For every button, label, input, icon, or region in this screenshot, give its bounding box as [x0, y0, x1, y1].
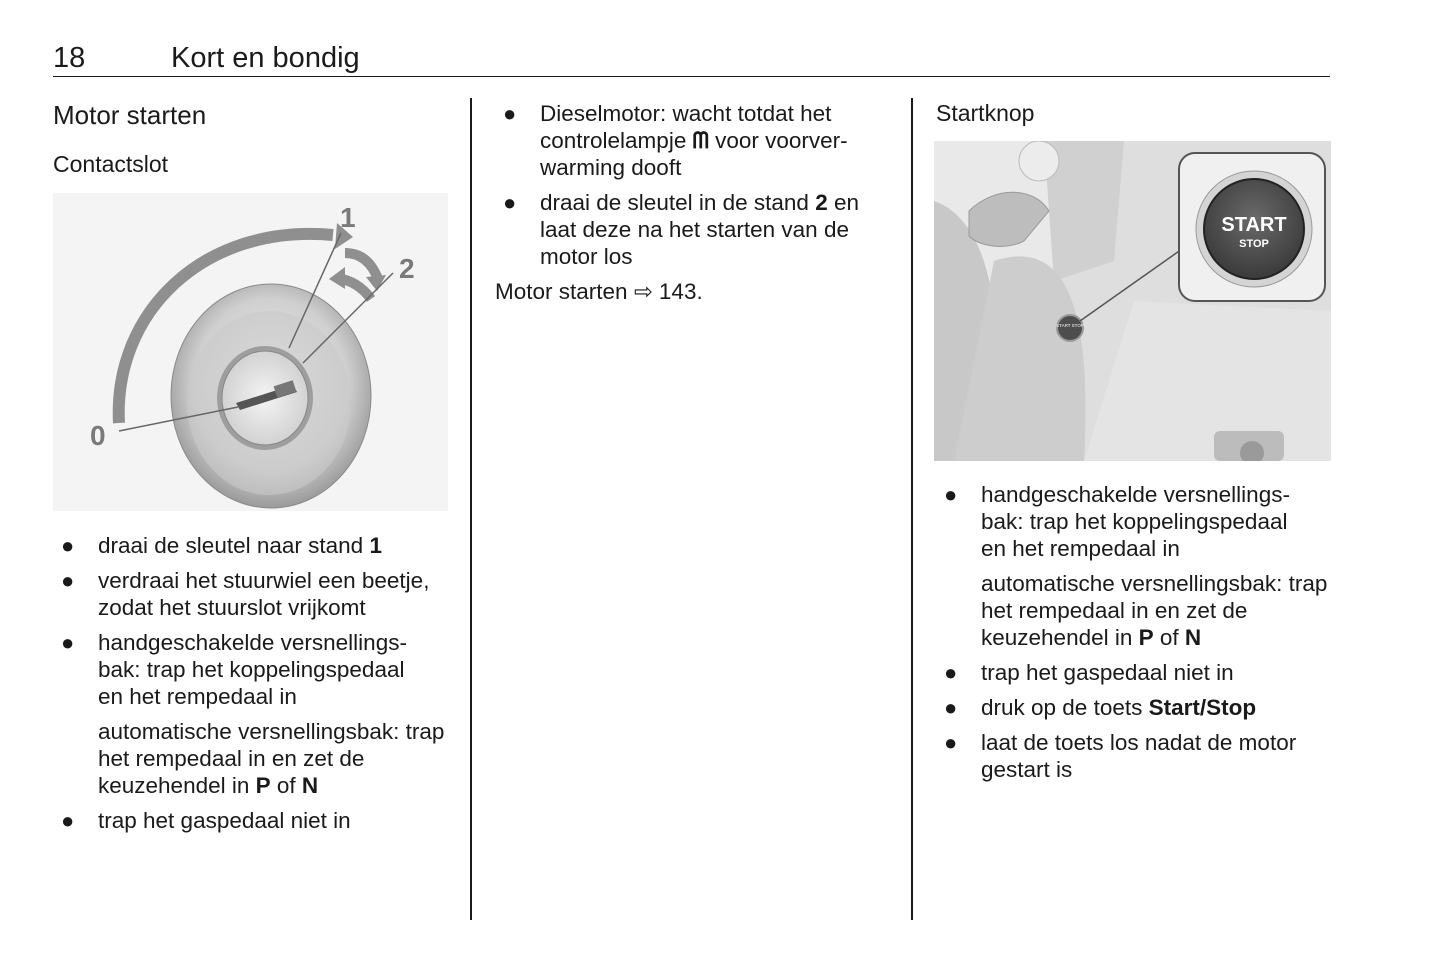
list-item: ● trap het gaspedaal niet in	[61, 808, 351, 833]
column-divider-1	[470, 98, 472, 920]
col3-bullet-list	[936, 481, 1331, 791]
small-start-button-label: START STOP	[1056, 323, 1084, 328]
start-button-main-label: START	[1221, 214, 1287, 236]
ignition-lock-illustration	[53, 193, 448, 511]
list-subparagraph: automatische versnellingsbak: trap het rempedaal in en zet de keuzehendel in P of N	[98, 719, 445, 798]
figure-label-1: 1	[340, 202, 356, 233]
bullet-icon: ●	[61, 808, 75, 833]
bullet-icon: ●	[61, 630, 75, 655]
list-item: ● draai de sleutel naar stand 1	[61, 533, 382, 558]
start-button-sub-label: STOP	[1239, 238, 1269, 250]
subheading-startknop: Startknop	[936, 100, 1035, 126]
list-item: ● handgeschakelde versnellings- bak: trap het koppelingspedaal en het rempedaal in automatische versnellingsbak: trap het rempedaal in en zet de keuzehendel in P of N	[936, 481, 1331, 651]
reference-page-link[interactable]: 143.	[652, 279, 703, 304]
list-subparagraph: automatische versnellingsbak: trap het rempedaal in en zet de keuzehendel in P of N	[981, 571, 1328, 650]
col1-bullet-list	[53, 532, 453, 842]
list-item: ● druk op de toets Start/Stop	[944, 695, 1257, 720]
chapter-title: Kort en bondig	[171, 42, 360, 74]
arrow-right-icon: ⇨	[633, 279, 653, 304]
page-header	[53, 40, 1330, 77]
subheading-contactslot: Contactslot	[53, 151, 169, 177]
page-number: 18	[53, 42, 86, 74]
bullet-icon: ●	[61, 533, 75, 558]
list-item: ● handgeschakelde versnellings- bak: trap het koppelingspedaal en het rempedaal in automatische versnellingsbak: trap het rempedaal in en zet de keuzehendel in P of N	[53, 629, 453, 799]
list-item: ● trap het gaspedaal niet in	[944, 660, 1234, 685]
column-divider-2	[911, 98, 913, 920]
figure-label-2: 2	[399, 253, 415, 284]
bullet-icon: ●	[944, 695, 958, 720]
section-title: Motor starten	[53, 100, 207, 130]
bullet-icon: ●	[503, 190, 517, 215]
bullet-icon: ●	[61, 568, 75, 593]
bullet-icon: ●	[503, 101, 517, 126]
list-item: ● verdraai het stuurwiel een beetje, zodat het stuurslot vrijkomt	[61, 568, 430, 620]
cross-reference[interactable]: Motor starten ⇨ 143.	[495, 279, 703, 304]
preheat-indicator-icon: ᗰ	[692, 128, 709, 153]
list-item: ● Dieselmotor: wacht totdat het controlelampje ᗰ voor voorver-warming dooft	[503, 101, 848, 180]
bullet-icon: ●	[944, 482, 958, 507]
list-item: ● draai de sleutel in de stand 2 en laat deze na het starten van de motor los	[503, 190, 859, 269]
list-item: ● laat de toets los nadat de motor gestart is	[944, 730, 1297, 782]
bullet-icon: ●	[944, 660, 958, 685]
bullet-icon: ●	[944, 730, 958, 755]
col2-bullet-list	[495, 100, 890, 278]
start-stop-button-illustration	[934, 141, 1331, 461]
figure-label-0: 0	[90, 420, 106, 451]
